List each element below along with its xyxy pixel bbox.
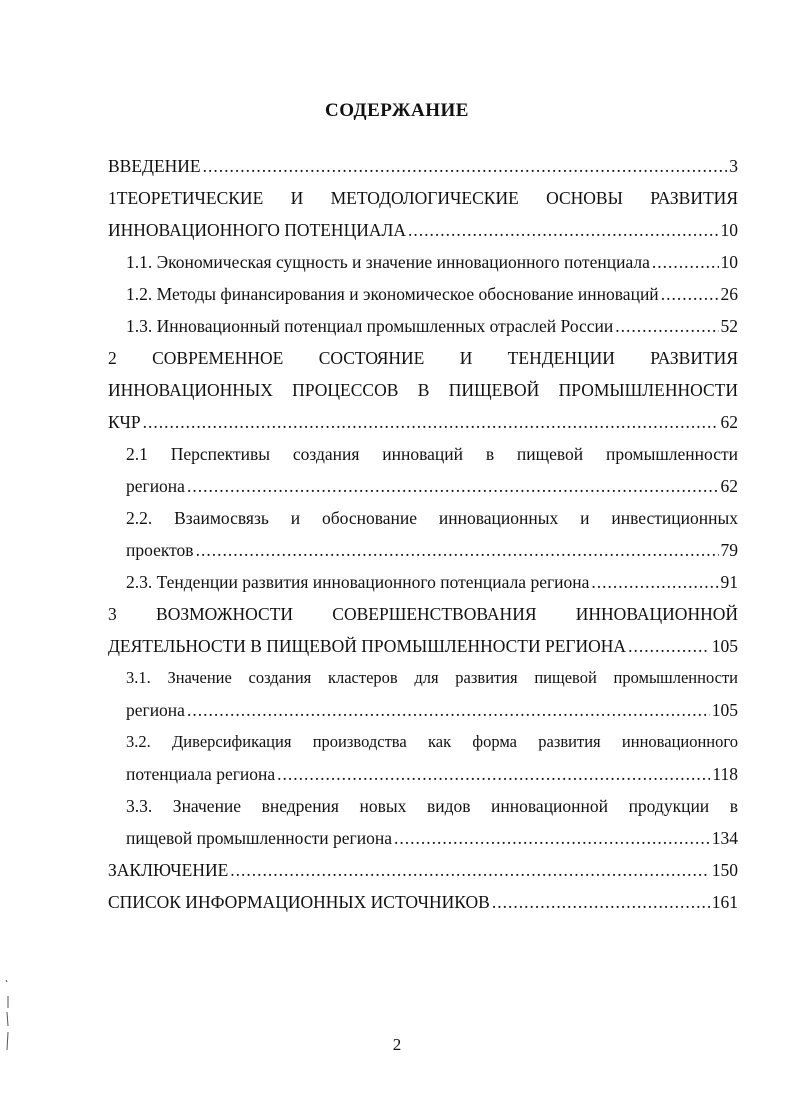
toc-page-number: 150: [711, 860, 738, 880]
leader-dots: [591, 566, 718, 598]
page-number: 2: [392, 1035, 402, 1054]
toc-section-3-2: [126, 758, 738, 790]
leader-dots: [628, 630, 710, 662]
toc-chapter-3: [108, 630, 738, 662]
toc-section-3-1: [126, 694, 738, 726]
leader-dots: [187, 470, 719, 502]
toc-page-number: 10: [720, 220, 738, 240]
toc-page-number: 79: [720, 540, 738, 560]
toc-page-number: 26: [720, 284, 738, 304]
toc-entry-text: пищевой промышленности региона: [126, 828, 392, 848]
toc-section-2-1-line1: 2.1 Перспективы создания инноваций в пищевой промышленности: [126, 444, 738, 464]
toc-page-number: 105: [711, 700, 738, 720]
toc-page-number: 10: [720, 252, 738, 272]
toc-section-2-2: [126, 534, 738, 566]
toc-chapter-2: [108, 406, 738, 438]
toc-page-number: 161: [711, 892, 738, 912]
toc-section-3-3-line1: 3.3. Значение внедрения новых видов инновационной продукции в: [126, 796, 738, 816]
leader-dots: [652, 246, 719, 278]
toc-entry-text: ЗАКЛЮЧЕНИЕ: [108, 860, 229, 880]
leader-dots: [661, 278, 719, 310]
toc-page-number: 118: [712, 764, 738, 784]
toc-section-3-3: [126, 822, 738, 854]
leader-dots: [230, 854, 709, 886]
toc-section-2-2-line1: 2.2. Взаимосвязь и обоснование инновационных и инвестиционных: [126, 508, 738, 528]
toc-chapter-1-line1: 1ТЕОРЕТИЧЕСКИЕ И МЕТОДОЛОГИЧЕСКИЕ ОСНОВЫ РАЗВИТИЯ: [108, 188, 738, 208]
toc-entry-text: 1.2. Методы финансирования и экономическое обоснование инноваций: [126, 284, 659, 304]
toc-chapter-3-line1: 3 ВОЗМОЖНОСТИ СОВЕРШЕНСТВОВАНИЯ ИННОВАЦИОННОЙ: [108, 604, 738, 624]
toc-section-2-3: [126, 566, 738, 598]
toc-section-1-1: [126, 246, 738, 278]
toc-entry-intro: [108, 150, 738, 182]
toc-entry-text: региона: [126, 700, 185, 720]
page-title: СОДЕРЖАНИЕ: [325, 100, 469, 121]
toc-entry-text: КЧР: [108, 412, 141, 432]
leader-dots: [203, 150, 728, 182]
toc-section-1-3: [126, 310, 738, 342]
toc-section-2-1: [126, 470, 738, 502]
leader-dots: [615, 310, 718, 342]
leader-dots: [143, 406, 719, 438]
toc-entry-text: ДЕЯТЕЛЬНОСТИ В ПИЩЕВОЙ ПРОМЫШЛЕННОСТИ РЕГИОНА: [108, 636, 627, 656]
toc-page-number: 105: [711, 636, 738, 656]
toc-entry-text: 1.3. Инновационный потенциал промышленных отраслей России: [126, 316, 614, 336]
toc-entry-text: региона: [126, 476, 185, 496]
toc-entry-text: ИННОВАЦИОННОГО ПОТЕНЦИАЛА: [108, 220, 406, 240]
toc-page-number: 62: [720, 412, 738, 432]
leader-dots: [394, 822, 710, 854]
toc-section-3-1-line1: 3.1. Значение создания кластеров для развития пищевой промышленности: [126, 668, 738, 687]
toc-chapter-2-line2: ИННОВАЦИОННЫХ ПРОЦЕССОВ В ПИЩЕВОЙ ПРОМЫШЛЕННОСТИ: [108, 380, 738, 400]
toc-entry-text: 1.1. Экономическая сущность и значение инновационного потенциала: [126, 252, 650, 272]
toc-entry-text: 2.3. Тенденции развития инновационного потенциала региона: [126, 572, 590, 592]
toc-entry-text: проектов: [126, 540, 194, 560]
leader-dots: [408, 214, 719, 246]
toc-chapter-2-line1: 2 СОВРЕМЕННОЕ СОСТОЯНИЕ И ТЕНДЕНЦИИ РАЗВИТИЯ: [108, 348, 738, 368]
toc-entry-sources: [108, 886, 738, 918]
leader-dots: [187, 694, 710, 726]
toc-page-number: 134: [711, 828, 738, 848]
toc-entry-text: СПИСОК ИНФОРМАЦИОННЫХ ИСТОЧНИКОВ: [108, 892, 490, 912]
toc-entry-conclusion: [108, 854, 738, 886]
toc-entry-text: потенциала региона: [126, 764, 276, 784]
toc-page-number: 91: [720, 572, 738, 592]
toc-chapter-1: [108, 214, 738, 246]
toc-page-number: 3: [729, 156, 738, 176]
leader-dots: [196, 534, 719, 566]
toc-page-number: 52: [720, 316, 738, 336]
toc-section-1-2: [126, 278, 738, 310]
toc-section-3-2-line1: 3.2. Диверсификация производства как форма развития инновационного: [126, 732, 738, 751]
toc-page-number: 62: [720, 476, 738, 496]
table-of-contents: [108, 150, 738, 918]
leader-dots: [277, 758, 710, 790]
toc-entry-text: ВВЕДЕНИЕ: [108, 156, 201, 176]
leader-dots: [492, 886, 710, 918]
